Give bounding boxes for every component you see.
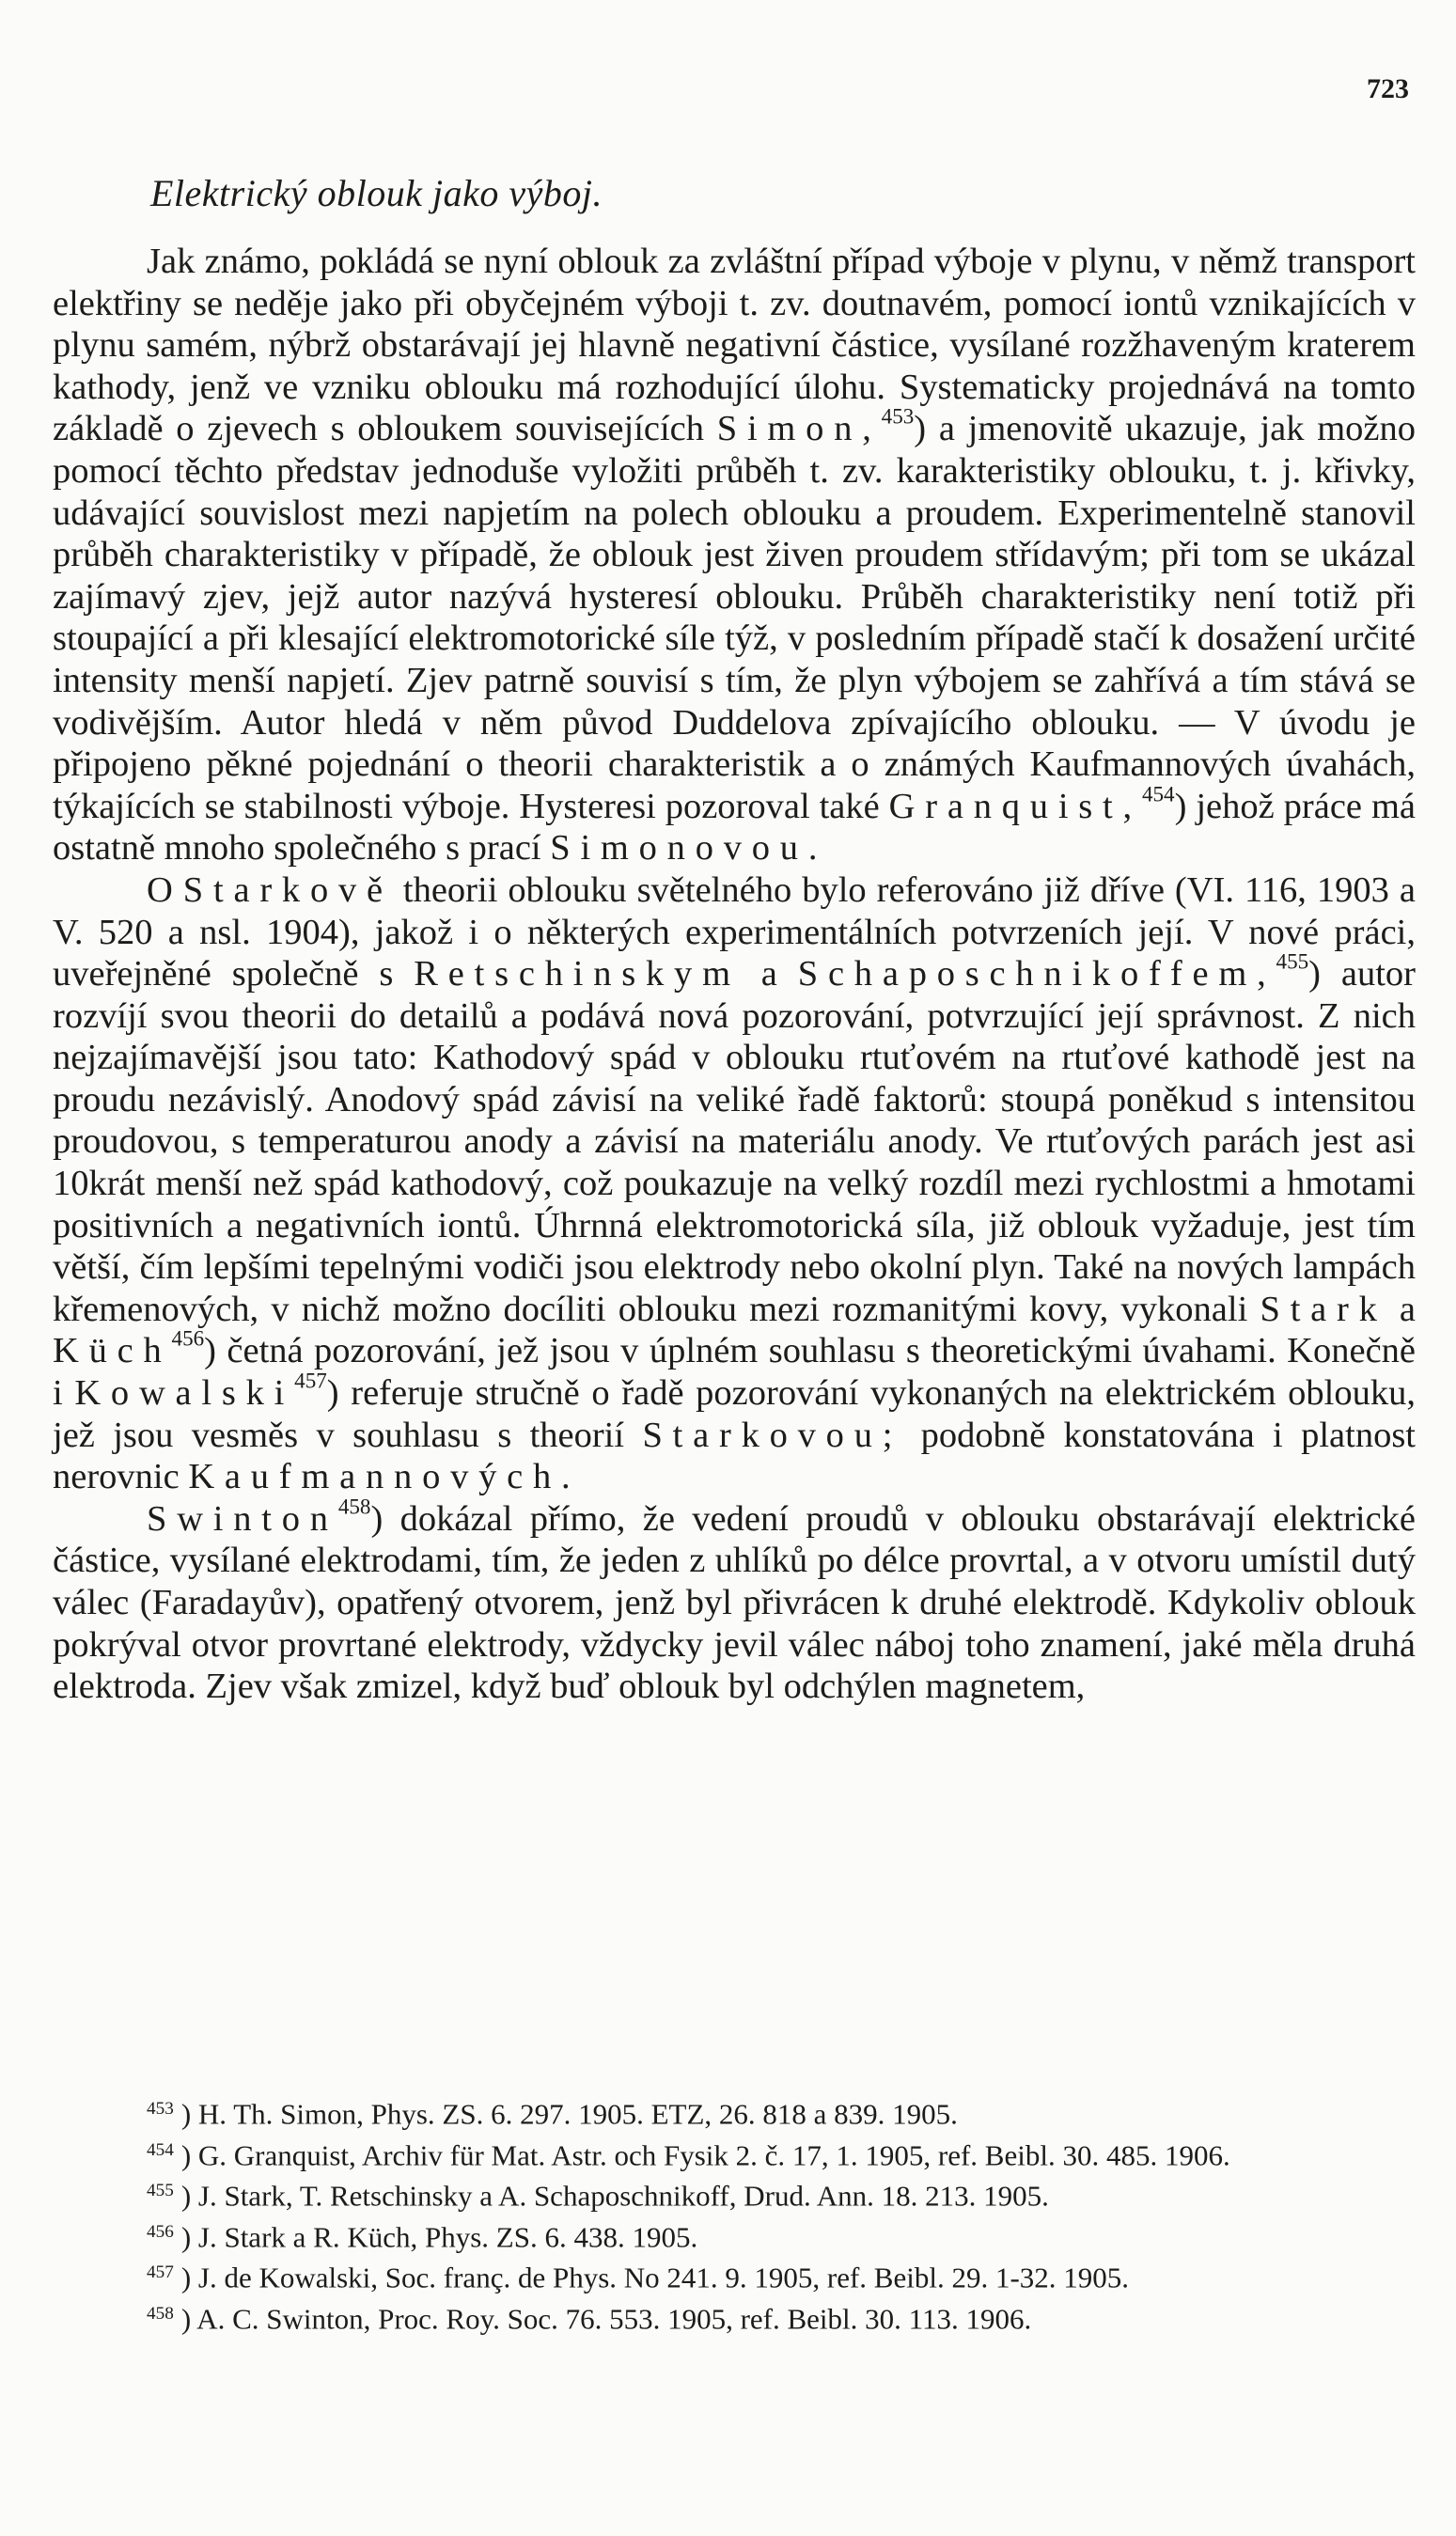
spaced-author-name: Kaufmannových. (188, 1457, 581, 1497)
footnote-text: ) J. de Kowalski, Soc. franç. de Phys. No 241. 9. 1905, ref. Beibl. 29. 1-32. 1905. (180, 2261, 1130, 2294)
text-segment: ) dokázal přímo, že vedení proudů v oblouku obstarávají elektrické částice, vysílané elektrodami, tím, že jeden z uhlíků po délce provrtal, a v otvoru umístil dutý válec (Faradayův), opatřený otvorem, jenž byl přivrácen k druhé elektrodě. Kdykoliv oblouk pokrýval otvor provrtané elektrody, vždycky jevil válec náboj toho znamení, jaké měla druhá elektroda. Zjev však zmizel, když buď oblouk byl odchýlen magnetem, (53, 1498, 1416, 1707)
paragraph (53, 241, 1416, 869)
spaced-author-name: Stark (1260, 1289, 1387, 1329)
text-segment: a (740, 954, 798, 994)
spaced-author-name: Granquist, (888, 786, 1142, 826)
footnote (49, 2256, 1402, 2294)
footnote-number: 458 (147, 2303, 174, 2324)
text-segment: ) referuje stručně o řadě pozorování vykonaných na elektrickém oblouku, jež jsou vesměs v souhlasu s theorií (53, 1373, 1416, 1455)
footnote-number: 453 (147, 2099, 174, 2119)
paragraph (53, 1494, 1416, 1708)
footnote-number: 455 (147, 2181, 174, 2201)
spaced-author-name: Retschinskym (414, 954, 741, 994)
footnote-number: 454 (147, 2139, 174, 2160)
text-segment: ) jehož práce má ostatně mnoho společného s prací (53, 786, 1416, 869)
footnote (49, 2134, 1402, 2172)
spaced-author-name: Swinton (147, 1498, 338, 1539)
footnote-text: ) A. C. Swinton, Proc. Roy. Soc. 76. 553. 1905, ref. Beibl. 30. 113. 1906. (180, 2302, 1032, 2336)
footnote-reference: 457 (294, 1368, 327, 1393)
text-segment: podobně konstatována i platnost nerovnic (53, 1415, 1416, 1497)
footnote-text: ) J. Stark, T. Retschinsky a A. Schaposchnikoff, Drud. Ann. 18. 213. 1905. (180, 2179, 1049, 2213)
spaced-author-name: Starkově (182, 869, 393, 910)
text-segment: ) a jmenovitě ukazuje, jak možno pomocí těchto představ jednoduše vyložiti průběh t. zv. karakteristiky oblouku, t. j. křivky, udávající souvislost mezi napjetím na polech oblouku a proudem. Experimentelně stanovil průběh charakteristiky v případě, že oblouk jest živen proudem střídavým; při tom se ukázal zajímavý zjev, jejž autor nazývá hysteresí oblouku. Průběh charakteristiky není totiž při stoupající a při klesající elektromotorické síle týž, v posledním případě stačí k dosažení určité intensity menší napjetí. Zjev patrně souvisí s tím, že plyn výbojem se zahřívá a tím stává se vodivějším. Autor hledá v něm původ Duddelova zpívajícího oblouku. — V úvodu je připojeno pěkné pojednání o theorii charakteristik a o známých Kaufmannových úvahách, týkajících se stabilnosti výboje. Hysteresi pozoroval také (53, 409, 1417, 826)
spaced-author-name: Simonovou. (550, 828, 828, 869)
footnotes (49, 2092, 1402, 2338)
text-segment: theorii oblouku světelného bylo referováno již dříve (VI. 116, 1903 a V. 520 a nsl. 1904), jakož i o některých experimentálních potvrzeních její. V nové práci, uveřejněné společně s (53, 869, 1416, 994)
footnote (49, 2215, 1402, 2254)
text-segment: a (1386, 1289, 1416, 1329)
footnote-number: 456 (147, 2221, 174, 2242)
section-heading: Elektrický oblouk jako výboj. (150, 172, 603, 214)
spaced-author-name: Kowalski (74, 1373, 295, 1414)
spaced-author-name: Simon, (716, 409, 882, 449)
footnote (49, 2092, 1402, 2131)
footnote-number: 457 (147, 2262, 174, 2283)
footnote-reference: 458 (337, 1494, 371, 1519)
spaced-author-name: Küch (53, 1331, 172, 1371)
text-segment: ) autor rozvíjí svou theorii do detailů a podává nová pozorování, potvrzující její správnost. Z nich nejzajímavější jsou tato: Kathodový spád v oblouku rtuťovém na rtuťové kathodě jest na proudu nezávislý. Anodový spád závisí na veliké řadě faktorů: stoupá poněkud s intensitou proudovou, s temperaturou anody a závisí na materiálu anody. Ve rtuťových parách jest asi 10krát menší než spád kathodový, což poukazuje na velký rozdíl mezi rychlostmi a hmotami positivních a negativních iontů. Úhrnná elektromotorická síla, již oblouk vyžaduje, jest tím větší, čím lepšími tepelnými vodiči jsou elektrody nebo okolní plyn. Také na nových lampách křemenových, v nichž možno docíliti oblouku mezi rozmanitými kovy, vykonali (53, 954, 1416, 1329)
footnote-reference: 456 (171, 1326, 205, 1352)
text-segment: Jak známo, pokládá se nyní oblouk za zvláštní případ výboje v plynu, v němž transport elektřiny se neděje jako při obyčejném výboji t. zv. doutnavém, pomocí iontů vznikajících v plynu samém, nýbrž obstarávají jej hlavně negativní částice, vysílané rozžhaveným kraterem kathody, jenž ve vzniku oblouku má rozhodující úlohu. Systematicky projednává na tomto základě o zjevech s obloukem souvisejících (53, 242, 1416, 449)
footnote-reference: 453 (881, 404, 915, 430)
text-segment: O (147, 869, 183, 910)
paragraph (53, 869, 1416, 1498)
footnote-reference: 455 (1276, 948, 1309, 974)
footnote (49, 2297, 1402, 2336)
page-number: 723 (1367, 73, 1409, 104)
body-text (53, 241, 1416, 1708)
text-segment: ) četná pozorování, jež jsou v úplném souhlasu s theoretickými úvahami. Konečně i (53, 1331, 1416, 1414)
footnote-text: ) J. Stark a R. Küch, Phys. ZS. 6. 438. 1905. (180, 2220, 698, 2254)
spaced-author-name: Starkovou; (642, 1415, 903, 1455)
footnote-text: ) H. Th. Simon, Phys. ZS. 6. 297. 1905. ETZ, 26. 818 a 839. 1905. (180, 2097, 958, 2131)
spaced-author-name: Schaposchnikoffem, (797, 954, 1276, 994)
footnote-text: ) G. Granquist, Archiv für Mat. Astr. och Fysik 2. č. 17, 1. 1905, ref. Beibl. 30. 485. 1906. (180, 2138, 1230, 2172)
footnote (49, 2174, 1402, 2213)
footnote-reference: 454 (1141, 781, 1175, 806)
